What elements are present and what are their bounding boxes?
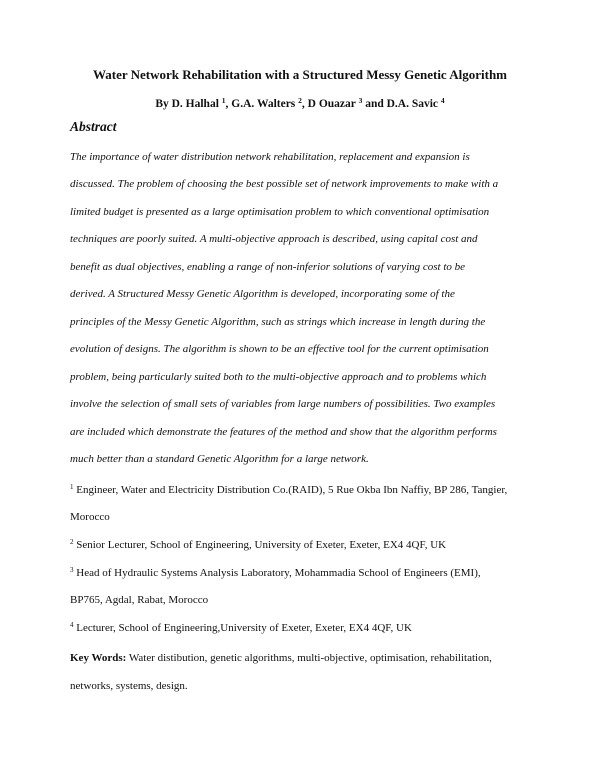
abstract-line: problem, being particularly suited both to the multi-objective approach and to problems which [70, 371, 487, 383]
abstract-line: The importance of water distribution network rehabilitation, replacement and expansion is [70, 151, 470, 163]
author-line [0, 96, 600, 110]
affiliation-2-text: Senior Lecturer, School of Engineering, University of Exeter, Exeter, EX4 4QF, UK [73, 539, 447, 551]
affiliation-1-text: Engineer, Water and Electricity Distribution Co.(RAID), 5 Rue Okba Ibn Naffiy, BP 286, Tangier, [73, 484, 508, 496]
affiliation-1 [70, 483, 507, 496]
author-3: , D Ouazar [301, 98, 356, 110]
affiliation-3-continuation: BP765, Agdal, Rabat, Morocco [70, 594, 209, 606]
abstract-line: derived. A Structured Messy Genetic Algorithm is developed, incorporating some of the [70, 288, 455, 300]
author-prefix: By D. Halhal [155, 98, 219, 110]
affiliation-1-continuation: Morocco [70, 511, 110, 523]
abstract-line: limited budget is presented as a large optimisation problem to which conventional optimisation [70, 206, 490, 218]
abstract-line: involve the selection of small sets of variables from large numbers of possibilities. Two examples [70, 398, 496, 410]
author-4: and D.A. Savic [362, 98, 439, 110]
abstract-line: principles of the Messy Genetic Algorithm, such as strings which increase in length during the [70, 316, 486, 328]
author-2: , G.A. Walters [225, 98, 296, 110]
abstract-line: are included which demonstrate the features of the method and show that the algorithm performs [70, 426, 497, 438]
keywords-label: Key Words: [70, 652, 127, 664]
affiliation-1-superscript: 1 [70, 483, 74, 491]
affiliation-4 [70, 621, 412, 634]
abstract-line: techniques are poorly suited. A multi-objective approach is described, using capital cost and [70, 233, 478, 245]
abstract-line: evolution of designs. The algorithm is shown to be an effective tool for the current optimisation [70, 343, 489, 355]
paper-title: Water Network Rehabilitation with a Structured Messy Genetic Algorithm [92, 67, 508, 82]
abstract-heading: Abstract [70, 119, 117, 134]
abstract-line: much better than a standard Genetic Algorithm for a large network. [70, 453, 369, 465]
author-1-superscript: 1 [221, 96, 226, 105]
affiliation-2-superscript: 2 [70, 538, 74, 546]
author-2-superscript: 2 [298, 96, 302, 105]
affiliation-4-superscript: 4 [70, 621, 74, 629]
affiliation-2 [70, 538, 446, 551]
affiliation-3-superscript: 3 [70, 566, 74, 574]
keywords-text: Water distibution, genetic algorithms, multi-objective, optimisation, rehabilitation, [126, 652, 492, 664]
affiliation-4-text: Lecturer, School of Engineering,University of Exeter, Exeter, EX4 4QF, UK [73, 622, 412, 634]
affiliation-3 [70, 566, 481, 579]
abstract-line: benefit as dual objectives, enabling a range of non-inferior solutions of varying cost to be [70, 261, 466, 273]
abstract-line: discussed. The problem of choosing the best possible set of network improvements to make with a [70, 178, 499, 190]
author-3-superscript: 3 [358, 96, 363, 105]
author-4-superscript: 4 [440, 96, 445, 105]
keywords-continuation: networks, systems, design. [70, 680, 188, 692]
affiliation-3-text: Head of Hydraulic Systems Analysis Laboratory, Mohammadia School of Engineers (EMI), [73, 567, 481, 579]
keywords [70, 652, 492, 664]
